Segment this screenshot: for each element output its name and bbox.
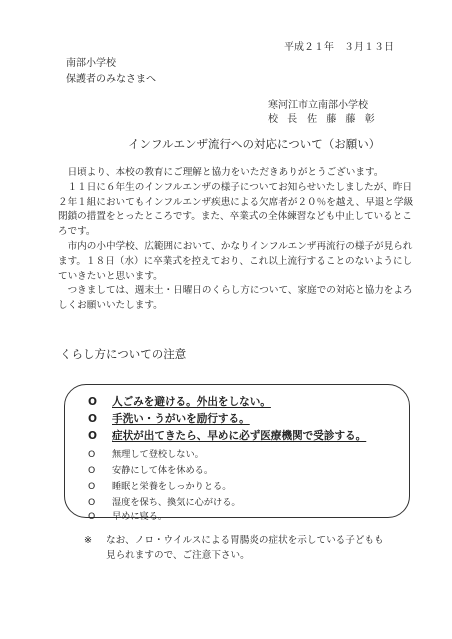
circle-bullet-icon: O — [88, 413, 98, 425]
letter-date: 平成２１年 ３月１３日 — [284, 42, 394, 53]
sender-principal: 校 長 佐 藤 藤 彰 — [268, 114, 375, 125]
addressee-school: 南部小学校 — [66, 58, 116, 69]
circle-bullet-icon: O — [88, 465, 96, 476]
notice-text: 安静にして体を休める。 — [112, 465, 214, 476]
body-paragraph: つきましては、週末土・日曜日のくらし方について、家庭での対応と協力をよろしくお願いいたします。 — [58, 285, 413, 312]
notice-text: 人ごみを避ける。外出をしない。 — [112, 396, 271, 408]
reference-mark-icon: ※ — [84, 535, 93, 546]
notice-item-secondary — [88, 494, 241, 508]
sender-school: 寒河江市立南部小学校 — [268, 100, 368, 111]
notice-text: 湿度を保ち、換気に心がける。 — [112, 497, 241, 508]
notice-item-secondary — [88, 446, 204, 460]
circle-bullet-icon: O — [88, 430, 98, 442]
notice-text: 無理して登校しない。 — [112, 449, 204, 460]
notice-text: 手洗い・うがいを励行する。 — [112, 413, 250, 425]
notice-item-secondary — [88, 508, 167, 522]
footnote — [84, 533, 384, 563]
notice-text: 早めに寝る。 — [112, 511, 168, 522]
circle-bullet-icon: O — [88, 497, 96, 508]
circle-bullet-icon: O — [88, 449, 96, 460]
letter-title: インフルエンザ流行への対応について（お願い） — [128, 137, 381, 151]
body-paragraph: 市内の小中学校、広範囲において、かなりインフルエンザ再流行の様子が見られます。１８日（水）に卒業式を控えており、これ以上流行することのないようにしていきたいと思います。 — [58, 240, 413, 282]
circle-bullet-icon: O — [88, 481, 96, 492]
notice-item-secondary — [88, 478, 231, 492]
circle-bullet-icon: O — [88, 511, 96, 522]
body-paragraph: 日頃より、本校の教育にご理解と協力をいただきありがとうございます。 — [67, 167, 384, 178]
body-paragraph: １１日に６年生のインフルエンザの様子についてお知らせいたしましたが、昨日２年１組においてもインフルエンザ疾患による欠席者が２０％を越え、早退と学級閉鎖の措置をとったところです。また、卒業式の全体練習なども中止しているところです。 — [58, 181, 414, 238]
notice-item-primary — [88, 428, 366, 443]
letter-body — [58, 166, 418, 314]
notice-item-primary — [88, 394, 271, 409]
notice-text: 症状が出てきたら、早めに必ず医療機関で受診する。 — [112, 430, 367, 442]
circle-bullet-icon: O — [88, 396, 98, 408]
section-title: くらし方についての注意 — [60, 347, 187, 361]
addressee-guardians: 保護者のみなさまへ — [66, 74, 156, 85]
notice-text: 睡眠と栄養をしっかりとる。 — [112, 481, 232, 492]
footnote-line: なお、ノロ・ウイルスによる胃腸炎の症状を示している子どもも — [106, 535, 384, 546]
footnote-line: 見られますので、ご注意下さい。 — [106, 550, 250, 561]
notice-item-primary — [88, 411, 250, 426]
notice-item-secondary — [88, 462, 213, 476]
